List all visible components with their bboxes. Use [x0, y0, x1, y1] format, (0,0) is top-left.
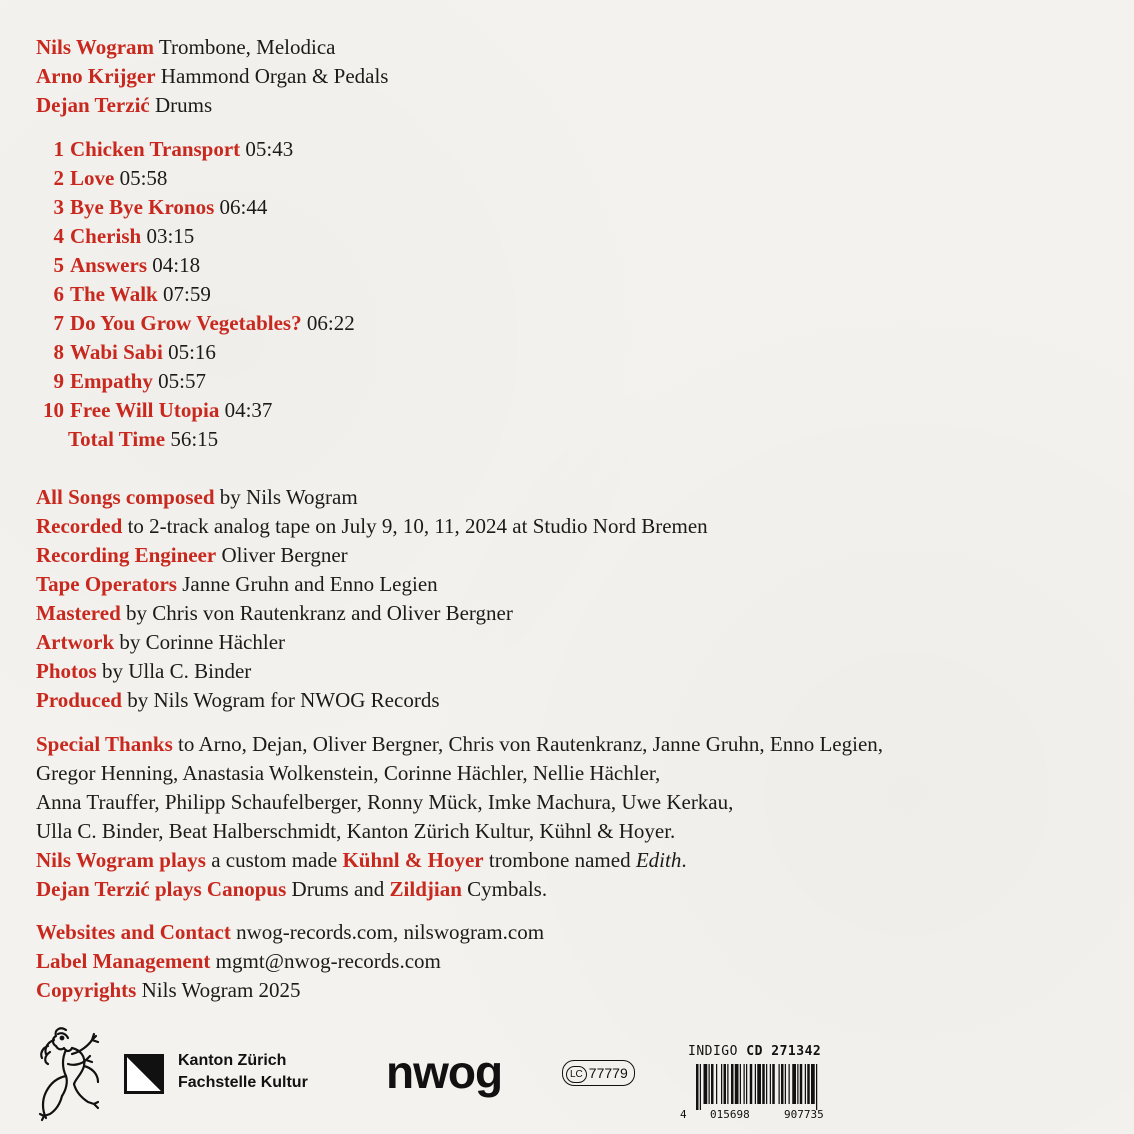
- track-number: 4: [53, 224, 64, 248]
- thanks-line: [36, 817, 675, 846]
- contact-text: mgmt@nwog-records.com: [215, 949, 441, 973]
- credit-text: by Ulla C. Binder: [101, 659, 252, 683]
- kanton-zurich-icon: [124, 1054, 164, 1094]
- credit-text: by Nils Wogram for NWOG Records: [127, 688, 440, 712]
- credit-line: [36, 483, 358, 512]
- thanks-text: to Arno, Dejan, Oliver Bergner, Chris von Rautenkranz, Janne Gruhn, Enno Legien,: [178, 732, 884, 756]
- catalog-cd: CD: [746, 1044, 763, 1059]
- barcode-bar: [766, 1064, 767, 1104]
- track-title: Love: [70, 166, 115, 190]
- credit-line: [36, 570, 438, 599]
- thanks-text: Ulla C. Binder, Beat Halberschmidt, Kanton Zürich Kultur, Kühnl & Hoyer.: [36, 819, 676, 843]
- barcode-bar: [700, 1064, 701, 1110]
- credit-text: Oliver Bergner: [221, 543, 348, 567]
- barcode-bar: [740, 1064, 741, 1104]
- musician-role: Drums: [154, 93, 213, 117]
- track-row: [38, 338, 216, 367]
- lc-mark: LC: [566, 1066, 587, 1083]
- barcode-bar: [750, 1064, 753, 1104]
- track-number: 7: [53, 311, 64, 335]
- track-time: 03:15: [146, 224, 195, 248]
- total-time-label: Total Time: [68, 427, 166, 451]
- track-row: [38, 222, 194, 251]
- credit-text: by Chris von Rautenkranz and Oliver Bergner: [126, 601, 513, 625]
- track-row: [38, 135, 293, 164]
- track-title: Free Will Utopia: [70, 398, 220, 422]
- credit-label: Recording Engineer: [36, 543, 217, 567]
- endorsement-label: Dejan Terzić plays Canopus: [36, 877, 287, 901]
- track-number: 5: [53, 253, 64, 277]
- track-title: Answers: [70, 253, 147, 277]
- track-row: [38, 280, 211, 309]
- track-time: 05:43: [245, 137, 294, 161]
- barcode-right-digits: 907735: [784, 1108, 824, 1121]
- catalog-code: 271342: [771, 1044, 822, 1059]
- barcode-bar: [811, 1064, 815, 1104]
- barcode-bar: [755, 1064, 756, 1104]
- barcode-bar: [709, 1064, 710, 1104]
- endorsement-line: [36, 846, 687, 875]
- track-row: [38, 193, 267, 222]
- musician-name: Arno Krijger: [36, 64, 156, 88]
- barcode-bar: [779, 1064, 780, 1104]
- track-number: 8: [53, 340, 64, 364]
- musician-line: [36, 91, 212, 120]
- track-row: [38, 396, 272, 425]
- credit-text: by Nils Wogram: [219, 485, 358, 509]
- musician-role: Hammond Organ & Pedals: [160, 64, 389, 88]
- endorsement-line: [36, 875, 547, 904]
- credit-text: Janne Gruhn and Enno Legien: [182, 572, 438, 596]
- barcode-bar: [800, 1064, 803, 1104]
- credit-text: to 2-track analog tape on July 9, 10, 11, 2024 at Studio Nord Bremen: [127, 514, 708, 538]
- track-number: 6: [53, 282, 64, 306]
- contact-label: Websites and Contact: [36, 920, 231, 944]
- barcode-bar: [770, 1064, 771, 1104]
- thanks-line: [36, 730, 883, 759]
- barcode-bar: [816, 1064, 817, 1110]
- credit-label: Recorded: [36, 514, 123, 538]
- credit-line: [36, 657, 251, 686]
- barcode-bar: [735, 1064, 739, 1104]
- track-time: 05:16: [168, 340, 216, 364]
- total-time-row: [68, 425, 218, 454]
- barcode-bar: [704, 1064, 708, 1104]
- track-time: 05:58: [119, 166, 168, 190]
- track-title: Cherish: [70, 224, 142, 248]
- barcode-bar: [744, 1064, 745, 1104]
- credit-line: [36, 628, 285, 657]
- credit-label: Mastered: [36, 601, 121, 625]
- catalog-number: [688, 1044, 821, 1059]
- track-title: Empathy: [70, 369, 153, 393]
- endorsement-label: Nils Wogram plays: [36, 848, 206, 872]
- barcode-icon: [696, 1064, 856, 1110]
- barcode-bar: [696, 1064, 699, 1110]
- track-title: Do You Grow Vegetables?: [70, 311, 302, 335]
- endorsement-text: trombone named: [488, 848, 631, 872]
- barcode-first-digit: 4: [680, 1108, 687, 1121]
- track-title: The Walk: [70, 282, 158, 306]
- musician-name: Nils Wogram: [36, 35, 155, 59]
- barcode-bar: [792, 1064, 796, 1104]
- track-time: 05:57: [158, 369, 206, 393]
- barcode-bar: [727, 1064, 728, 1104]
- musician-role: Trombone, Melodica: [158, 35, 336, 59]
- track-row: [38, 251, 200, 280]
- track-time: 04:37: [224, 398, 273, 422]
- track-title: Chicken Transport: [70, 137, 241, 161]
- track-row: [38, 309, 355, 338]
- endorsement-brand: Kühnl & Hoyer: [342, 848, 484, 872]
- barcode-left-digits: 015698: [710, 1108, 750, 1121]
- credit-label: Produced: [36, 688, 122, 712]
- thanks-line: [36, 759, 660, 788]
- track-row: [38, 164, 167, 193]
- contact-label: Label Management: [36, 949, 211, 973]
- endorsement-end: .: [681, 848, 687, 872]
- total-time-value: 56:15: [170, 427, 219, 451]
- kanton-line1: Kanton Zürich: [178, 1052, 287, 1069]
- barcode-bar: [807, 1064, 810, 1104]
- zurich-lion-icon: [36, 1020, 108, 1128]
- barcode-bar: [746, 1064, 747, 1104]
- contact-text: Nils Wogram 2025: [141, 978, 301, 1002]
- kanton-zurich-label: [178, 1050, 308, 1094]
- musician-line: [36, 62, 388, 91]
- barcode-bar: [721, 1064, 722, 1104]
- barcode-bar: [805, 1064, 806, 1104]
- logo-strip: [0, 1018, 1134, 1128]
- nwog-logo: nwog: [386, 1046, 503, 1098]
- track-time: 06:44: [219, 195, 268, 219]
- contact-line: [36, 947, 441, 976]
- barcode-bar: [757, 1064, 761, 1104]
- track-time: 04:18: [152, 253, 201, 277]
- credit-label: Artwork: [36, 630, 115, 654]
- track-row: [38, 367, 206, 396]
- barcode-bar: [724, 1064, 727, 1104]
- barcode-bar: [731, 1064, 734, 1104]
- track-number: 10: [43, 398, 64, 422]
- barcode-bar: [711, 1064, 714, 1104]
- musician-line: [36, 33, 335, 62]
- endorsement-text: a custom made: [211, 848, 338, 872]
- barcode-bar: [797, 1064, 798, 1104]
- barcode-bar: [716, 1064, 717, 1104]
- barcode-bar: [781, 1064, 784, 1104]
- track-title: Bye Bye Kronos: [70, 195, 215, 219]
- track-time: 07:59: [162, 282, 211, 306]
- thanks-text: Anna Trauffer, Philipp Schaufelberger, Ronny Mück, Imke Machura, Uwe Kerkau,: [36, 790, 734, 814]
- track-number: 3: [53, 195, 64, 219]
- track-time: 06:22: [306, 311, 355, 335]
- track-number: 2: [53, 166, 64, 190]
- contact-text: nwog-records.com, nilswogram.com: [236, 920, 545, 944]
- contact-line: [36, 976, 301, 1005]
- credit-line: [36, 512, 708, 541]
- barcode-bar: [789, 1064, 790, 1104]
- label-code: [562, 1060, 635, 1086]
- kanton-line2: Fachstelle Kultur: [178, 1074, 308, 1091]
- lc-number: 77779: [588, 1065, 628, 1081]
- track-number: 9: [53, 369, 64, 393]
- barcode-bar: [772, 1064, 775, 1104]
- contact-label: Copyrights: [36, 978, 137, 1002]
- endorsement-text: Drums and: [291, 877, 385, 901]
- endorsement-text: Cymbals.: [467, 877, 548, 901]
- credit-line: [36, 686, 440, 715]
- catalog-prefix: INDIGO: [688, 1044, 738, 1059]
- thanks-text: Gregor Henning, Anastasia Wolkenstein, Corinne Hächler, Nellie Hächler,: [36, 761, 661, 785]
- trombone-name: Edith: [635, 848, 682, 872]
- track-number: 1: [53, 137, 64, 161]
- endorsement-brand: Zildjian: [389, 877, 462, 901]
- musician-name: Dejan Terzić: [36, 93, 150, 117]
- thanks-line: [36, 788, 733, 817]
- barcode-bar: [785, 1064, 786, 1104]
- credit-line: [36, 541, 348, 570]
- contact-line: [36, 918, 544, 947]
- credit-label: Photos: [36, 659, 97, 683]
- track-title: Wabi Sabi: [70, 340, 163, 364]
- credit-label: All Songs composed: [36, 485, 215, 509]
- credit-label: Tape Operators: [36, 572, 177, 596]
- thanks-label: Special Thanks: [36, 732, 173, 756]
- credit-text: by Corinne Hächler: [119, 630, 286, 654]
- credit-line: [36, 599, 513, 628]
- barcode-bar: [762, 1064, 765, 1104]
